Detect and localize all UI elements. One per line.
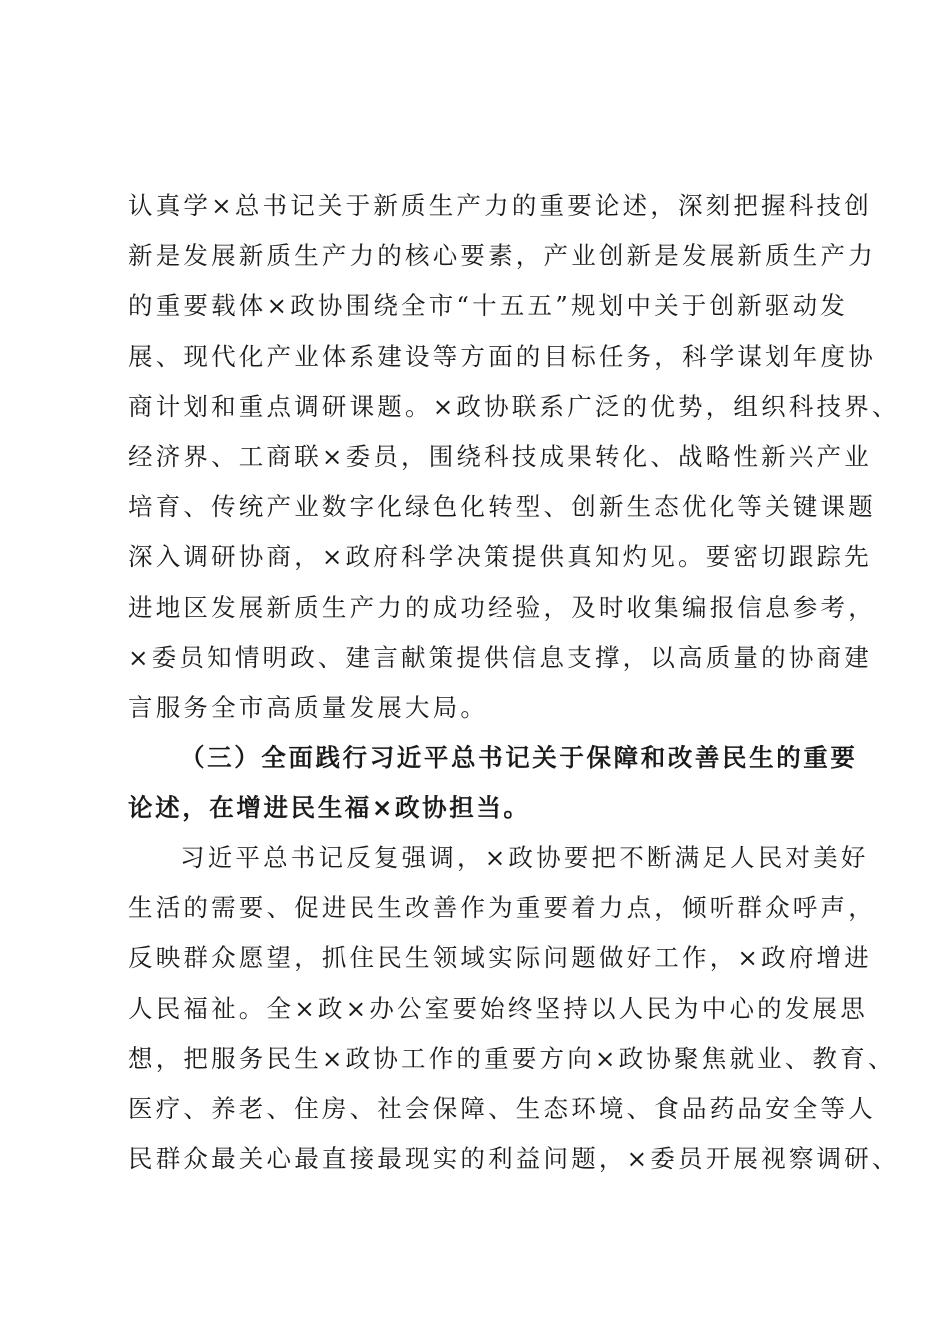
text-line: 新是发展新质生产力的核心要素，产业创新是发展新质生产力 [128, 241, 876, 271]
heading-line: 论述，在增进民生福×政协担当。 [128, 793, 531, 823]
text-line: 深入调研协商，×政府科学决策提供真知灼见。要密切跟踪先 [128, 542, 872, 572]
text-line: 生活的需要、促进民生改善作为重要着力点，倾听群众呼声， [128, 893, 876, 923]
text-line: 民群众最关心最直接最现实的利益问题，×委员开展视察调研、 [128, 1144, 900, 1174]
text-line: 习近平总书记反复强调，×政协要把不断满足人民对美好 [180, 843, 869, 872]
text-line: 认真学×总书记关于新质生产力的重要论述，深刻把握科技创 [128, 191, 872, 220]
body-paragraph-1 [128, 181, 900, 733]
text-line: 的重要载体×政协围绕全市“十五五”规划中关于创新驱动发 [128, 291, 848, 321]
text-line: 言服务全市高质量发展大局。 [128, 692, 489, 722]
text-line: 展、现代化产业体系建设等方面的目标任务，科学谋划年度协 [128, 341, 876, 371]
text-line: 反映群众愿望，抓住民生领域实际问题做好工作，×政府增进 [128, 943, 872, 973]
heading-line: （三）全面践行习近平总书记关于保障和改善民生的重要 [180, 743, 858, 772]
text-line: 进地区发展新质生产力的成功经验，及时收集编报信息参考， [128, 592, 876, 622]
text-line: 商计划和重点调研课题。×政协联系广泛的优势，组织科技界、 [128, 391, 900, 421]
text-line: 经济界、工商联×委员，围绕科技成果转化、战略性新兴产业 [128, 441, 872, 471]
section-heading-3 [128, 733, 858, 833]
text-line: 医疗、养老、住房、社会保障、生态环境、食品药品安全等人 [128, 1093, 876, 1123]
body-paragraph-2 [128, 833, 900, 1184]
text-line: 人民福祉。全×政×办公室要始终坚持以人民为中心的发展思 [128, 993, 868, 1023]
text-line: 想，把服务民生×政协工作的重要方向×政协聚焦就业、教育、 [128, 1043, 896, 1073]
text-line: 培育、传统产业数字化绿色化转型、创新生态优化等关键课题 [128, 492, 876, 522]
text-line: ×委员知情明政、建言献策提供信息支撑，以高质量的协商建 [128, 642, 872, 672]
